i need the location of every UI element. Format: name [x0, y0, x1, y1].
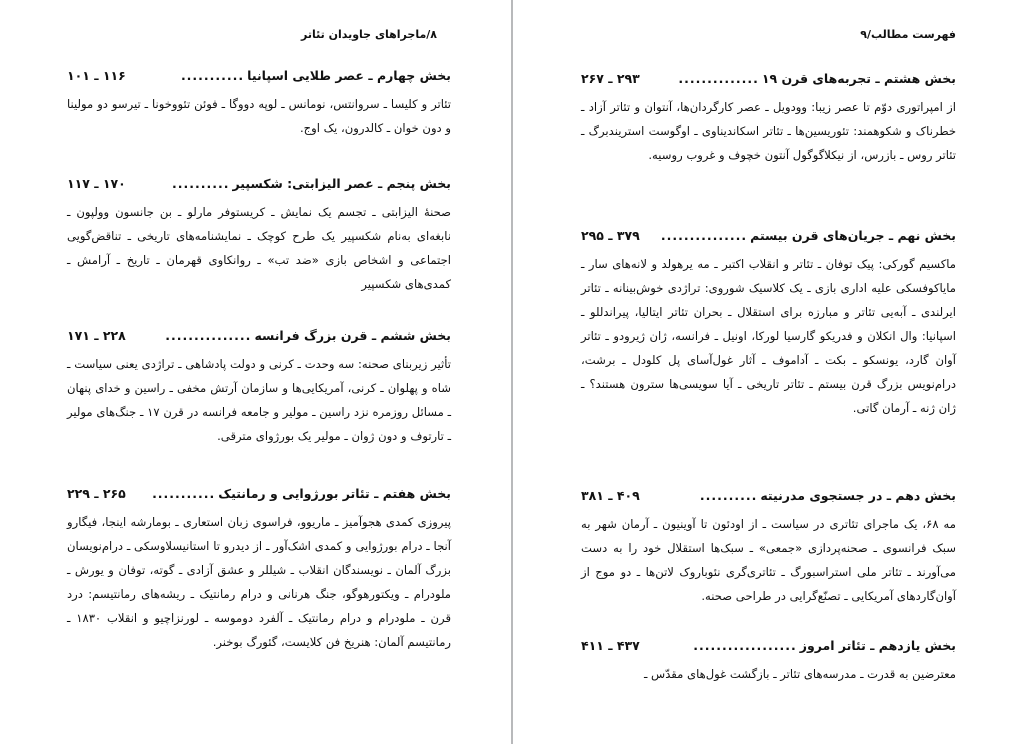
toc-entry-heading[interactable] [67, 328, 451, 350]
toc-entry-description: معترضین به قدرت ـ مدرسه‌های تئاتر ـ بازگشت غول‌های مقدّس ـ [643, 667, 956, 681]
toc-entry-heading[interactable] [67, 176, 451, 198]
toc-entry-title: بخش ششم ـ قرن بزرگ فرانسه [254, 328, 451, 343]
toc-entry-title: بخش یازدهم ـ تئاتر امروز [799, 638, 956, 653]
toc-page-range: ۴۳۷ ـ ۴۱۱ [581, 638, 640, 653]
toc-page-range: ۱۷۰ ـ ۱۱۷ [67, 176, 126, 191]
toc-leader-dots: ........... [152, 486, 216, 501]
toc-page-range: ۲۲۸ ـ ۱۷۱ [67, 328, 126, 343]
toc-entry-heading[interactable] [581, 638, 956, 660]
toc-entry-heading[interactable] [67, 486, 451, 508]
toc-entry-title: بخش هفتم ـ تئاتر بورژوایی و رمانتیک [218, 486, 451, 501]
toc-entry-title: بخش نهم ـ جریان‌های قرن بیستم [750, 228, 956, 243]
toc-leader-dots: .............. [678, 71, 759, 86]
right-page [513, 0, 1024, 744]
toc-entry-description: از امپراتوری دوّم تا عصر زیبا: وودویل ـ عصر کارگردان‌ها، آنتوان و تئاتر آزاد ـ خطرناک و شکوهمند: تئوریسین‌ها ـ تئاتر اسکاندیناوی ـ اوگوست استریندبرگ ـ تئاتر روس ـ بازرس، از نیکلاگوگول آنتون خچوف و غروب روسیه. [581, 100, 956, 162]
toc-leader-dots: .......... [699, 488, 758, 503]
toc-page-range: ۱۱۶ ـ ۱۰۱ [67, 68, 126, 83]
left-page [0, 0, 511, 744]
toc-page-range: ۴۰۹ ـ ۳۸۱ [581, 488, 640, 503]
toc-entry-part-9 [581, 228, 956, 420]
toc-entry-description: تئاتر و کلیسا ـ سروانتس، نومانس ـ لوپه دووگا ـ فوئن تئووخونا ـ تیرسو دو مولینا و دون خوان ـ کالدرون، یک اوج. [67, 97, 451, 135]
toc-entry-part-8 [581, 71, 956, 167]
toc-entry-title: بخش چهارم ـ عصر طلایی اسپانیا [247, 68, 451, 83]
toc-entry-part-11 [581, 638, 956, 686]
right-page-header: فهرست مطالب/۹ [860, 28, 956, 41]
toc-entry-description: صحنهٔ الیزابتی ـ تجسم یک نمایش ـ کریستوفر مارلو ـ بن جانسون وولپون ـ نابغه‌ای به‌نام شکسپیر یک طرح کوچک ـ نمایشنامه‌های تاریخی ـ تناقض‌گویی اجتماعی و اشخاص بازی «ضد تب» ـ روانکاوی قهرمان ـ تاریخ ـ آرامش ـ کمدی‌های شکسپیر [67, 205, 451, 291]
toc-entry-heading[interactable] [581, 488, 956, 510]
toc-entry-description: تأثیر زیربنای صحنه: سه وحدت ـ کرنی و دولت پادشاهی ـ تراژدی یعنی سیاست ـ شاه و پهلوان ـ کرنی، آمریکایی‌ها و سازمان آرتش مخفی ـ راسین و خدای پنهان ـ مسائل روزمره نزد راسین ـ مولیر و جامعه فرانسه در قرن ۱۷ ـ جنگ‌های مولیر ـ تارتوف و دون ژوان ـ مولیر یک بورژوای مترقی. [67, 357, 452, 443]
toc-leader-dots: ............... [660, 228, 748, 243]
toc-entry-heading[interactable] [581, 71, 956, 93]
toc-entry-description: ماکسیم گورکی: پیک توفان ـ تئاتر و انقلاب اکتبر ـ مه یرهولد و لانه‌های سار ـ مایاکوفسکی علیه اداری بازی ـ یک کلاسیک شوروی: تراژدی خوش‌بینانه ـ تئاتر ایرلندی ـ آبه‌یی تئاتر و مبارزه برای استقلال ـ بحران تئاتر ایتالیا، پیراندللو ـ اسپانیا: وال انکلان و فدریکو گارسیا لورکا، اونیل ـ فرانسه، ژان ژیرودو ـ تئاتر آوان گارد، یونسکو ـ بکت ـ آداموف ـ آثار غول‌آسای پل کلودل ـ برشت، درام‌نویس بزرگ قرن بیستم ـ تئاتر تاریخی ـ آیا سویسی‌ها سترون هستند؟ ـ ژان ژنه ـ آرمان گاتی. [581, 257, 956, 415]
toc-leader-dots: ........... [180, 68, 245, 83]
toc-entry-part-4 [67, 68, 451, 140]
toc-page-range: ۳۷۹ ـ ۲۹۵ [581, 228, 640, 243]
toc-entry-description: مه ۶۸، یک ماجرای تئاتری در سیاست ـ از اودئون تا آوینیون ـ آرمان شهر به سبک فرانسوی ـ صحنه‌پردازی «جمعی» ـ سبک‌ها استقلال خود را به دست می‌آورند ـ تئاتر ملی استراسبورگ ـ تئاتری‌گری نئوباروک لاتن‌ها ـ دو موج از آوان‌گاردهای آمریکایی ـ تصنّع‌گرایی در طراحی صحنه. [581, 517, 956, 603]
toc-entry-heading[interactable] [581, 228, 956, 250]
toc-entry-part-10 [581, 488, 956, 608]
toc-leader-dots: .......... [172, 176, 230, 191]
toc-entry-heading[interactable] [67, 68, 451, 90]
toc-leader-dots: .................. [693, 638, 797, 653]
toc-entry-title: بخش پنجم ـ عصر الیزابتی: شکسپیر [232, 176, 451, 191]
toc-entry-part-5 [67, 176, 451, 296]
toc-entry-title: بخش دهم ـ در جستجوی مدرنیته [760, 488, 956, 503]
left-page-header: ۸/ماجراهای جاویدان تئاتر [301, 28, 437, 41]
toc-page-range: ۲۶۵ ـ ۲۲۹ [67, 486, 126, 501]
toc-entry-part-6 [67, 328, 451, 448]
toc-page-range: ۲۹۳ ـ ۲۶۷ [581, 71, 640, 86]
toc-leader-dots: ............... [165, 328, 252, 343]
toc-entry-part-7 [67, 486, 451, 654]
toc-entry-description: پیروزی کمدی هجوآمیز ـ ماریوو، فراسوی زبان استعاری ـ بومارشه اینجا، فیگارو آنجا ـ درام بورژوایی و کمدی اشک‌آور ـ از دیدرو تا استانیسلاوسکی ـ درام‌نویسان بزرگ آلمان ـ نویسندگان انقلاب ـ شیللر و عشق آزادی ـ گوته، توفان و یورش ـ ملودرام ـ ویکتورهوگو، جنگ هرنانی و درام رمانتیک ـ ریشه‌های رمانتیسم: درد قرن ـ ملودرام و درام رمانتیک ـ آلفرد دوموسه ـ لورنزاچیو و انقلاب ۱۸۳۰ ـ رمانتیسم آلمان: هنریخ فن کلایست، گئورگ بوخنر. [67, 515, 451, 649]
toc-entry-title: بخش هشتم ـ تجربه‌های قرن ۱۹ [761, 71, 956, 86]
